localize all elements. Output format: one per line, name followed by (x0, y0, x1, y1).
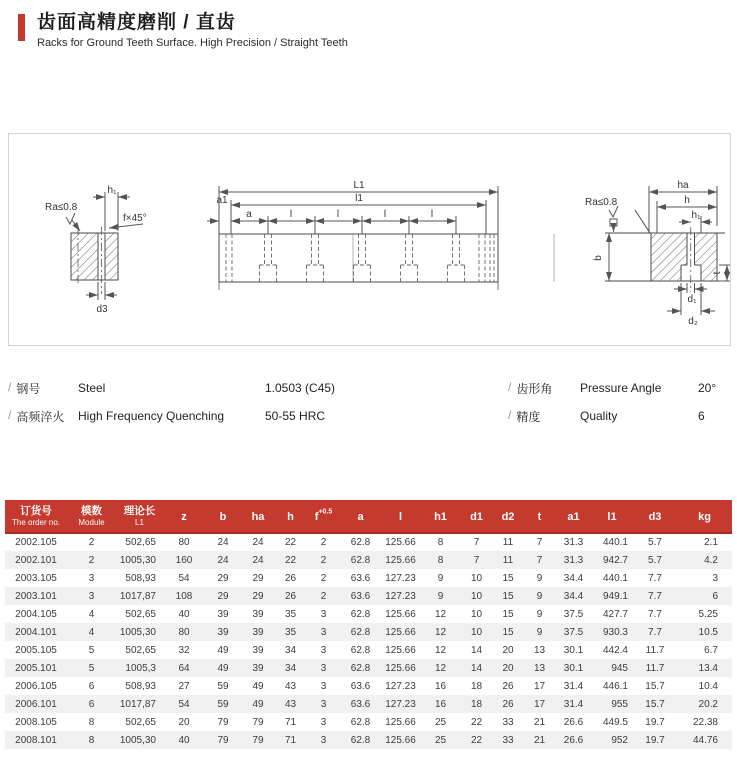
rack-holes (226, 234, 494, 282)
column-header: kg (698, 511, 711, 523)
column-header: t (537, 511, 542, 523)
column-header: l1 (607, 511, 617, 523)
table-cell: 59 (217, 698, 229, 710)
column-header: l (398, 511, 403, 523)
dim-label-b: b (593, 255, 604, 261)
table-cell: 2005.105 (15, 644, 57, 656)
table-cell: 9 (437, 572, 444, 584)
table-cell: 24 (252, 537, 264, 548)
table-cell: 3 (320, 680, 327, 692)
dim-label-l1-mid: l1 (355, 193, 363, 204)
column-header: d2 (501, 511, 515, 523)
slash-mark: / (508, 379, 512, 394)
table-cell: 33 (502, 716, 514, 728)
table-cell: 62.8 (350, 716, 371, 728)
table-cell: 502,65 (125, 537, 156, 548)
table-cell: 49 (252, 698, 264, 710)
table-cell: 427.7 (602, 608, 628, 620)
table-cell: 19.7 (645, 716, 665, 728)
column-header: h (287, 511, 294, 523)
table-cell: 2002.101 (15, 554, 57, 566)
table-cell: 29 (252, 572, 264, 584)
table-cell: 16 (434, 698, 447, 710)
table-cell: 6.7 (704, 644, 718, 656)
spec-row (8, 402, 729, 430)
table-cell: 10.5 (698, 626, 718, 638)
table-cell: 24 (217, 554, 229, 566)
table-cell: 6 (88, 680, 95, 692)
table-cell: 31.4 (563, 680, 584, 692)
dim-label-h1-left: h₁ (107, 185, 117, 196)
table-cell: 2 (320, 554, 327, 566)
table-cell: 10 (470, 626, 483, 638)
table-cell: 440.1 (602, 537, 628, 548)
table-cell: 15 (502, 608, 514, 620)
spec-label-zh: 精度 (516, 409, 541, 424)
table-cell: 39 (252, 644, 264, 656)
table-cell: 20 (502, 662, 514, 674)
table-cell: 39 (217, 626, 229, 638)
column-header: $f^{+0.5}$ (314, 508, 333, 523)
table-cell: 22 (470, 734, 483, 746)
table-cell: 11 (502, 554, 514, 566)
table-cell: 160 (175, 554, 193, 566)
technical-drawing-panel (8, 133, 731, 346)
table-cell: 10 (470, 572, 483, 584)
table-cell: 26.6 (563, 716, 584, 728)
column-header: 模数 Module (78, 505, 105, 527)
table-cell: 79 (217, 716, 229, 728)
table-cell: 125.66 (385, 734, 416, 746)
table-cell: 13.4 (698, 662, 718, 674)
table-cell: 2 (320, 537, 327, 548)
table-cell: 54 (178, 572, 190, 584)
table-cell: 2005.101 (15, 662, 57, 674)
table-cell: 3 (88, 590, 95, 602)
spec-value: 20° (698, 381, 717, 395)
table-header-row (5, 500, 732, 533)
table-cell: 1017,87 (119, 590, 156, 602)
table-cell: 3 (320, 698, 327, 710)
slash-mark: / (8, 407, 12, 422)
table-cell: 502,65 (125, 644, 156, 656)
table-cell: 6 (88, 698, 95, 710)
table-cell: 125.66 (385, 554, 416, 566)
table-cell: 3 (320, 716, 327, 728)
table-cell: 15 (502, 572, 514, 584)
table-cell: 9 (536, 572, 543, 584)
table-cell: 2003.101 (15, 590, 57, 602)
table-cell: 5.7 (648, 554, 662, 566)
table-cell: 62.8 (350, 554, 371, 566)
column-header: a (357, 511, 364, 523)
grinding-symbol-icon (610, 219, 617, 226)
title-block (37, 12, 348, 50)
table-cell: 26 (284, 572, 297, 584)
table-cell: 27 (178, 680, 190, 692)
table-cell: 8 (437, 554, 444, 566)
column-header: a1 (567, 511, 580, 523)
table-cell: 3 (88, 572, 95, 584)
dim-label-t: t (712, 271, 723, 275)
table-cell: 14 (470, 662, 483, 674)
table-cell: 26.6 (563, 734, 584, 746)
table-cell: 7.7 (648, 572, 662, 584)
drawing-right-section (585, 180, 730, 327)
table-cell: 20 (178, 716, 190, 728)
table-cell: 35 (284, 608, 297, 620)
dim-label-f45: f×45° (123, 213, 147, 224)
table-cell: 71 (284, 716, 297, 728)
table-cell: 10 (470, 608, 483, 620)
table-cell: 1017,87 (119, 698, 156, 710)
table-cell: 3 (320, 734, 327, 746)
column-header: z (181, 511, 187, 523)
column-header: b (219, 511, 227, 523)
table-cell: 7 (473, 537, 480, 548)
spec-label-en: High Frequency Quenching (78, 409, 225, 423)
table-cell: 62.8 (350, 626, 371, 638)
table-cell: 945 (611, 662, 628, 674)
column-header: ha (251, 511, 265, 523)
drawing-left-section (45, 185, 147, 315)
table-cell: 2 (88, 554, 95, 566)
table-cell: 34 (284, 662, 297, 674)
table-row (5, 587, 732, 605)
dim-label-l: l (289, 209, 293, 220)
table-cell: 127.23 (385, 698, 416, 710)
table-cell: 37.5 (563, 626, 584, 638)
table-cell: 2002.105 (15, 537, 57, 548)
table-cell: 12 (434, 644, 447, 656)
dim-label-a: a (246, 209, 252, 220)
slash-mark: / (8, 379, 12, 394)
spec-label-en: Pressure Angle (580, 381, 662, 395)
table-cell: 12 (434, 608, 447, 620)
table-cell: 127.23 (385, 590, 416, 602)
table-cell: 25 (434, 716, 447, 728)
table-cell: 4 (88, 608, 95, 620)
spec-value: 6 (698, 409, 705, 423)
table-cell: 63.6 (350, 572, 371, 584)
table-cell: 26 (502, 680, 514, 692)
column-header: d3 (648, 511, 662, 523)
table-cell: 15.7 (645, 698, 665, 710)
table-cell: 22 (284, 554, 297, 566)
spec-label-en: Quality (580, 409, 618, 423)
table-cell: 39 (252, 608, 264, 620)
table-cell: 18 (470, 680, 483, 692)
table-cell: 19.7 (645, 734, 665, 746)
table-cell: 80 (178, 537, 190, 548)
table-cell: 930.3 (602, 626, 628, 638)
table-cell: 49 (252, 680, 264, 692)
slash-mark: / (508, 407, 512, 422)
table-row (5, 569, 732, 587)
dim-label-L1: L1 (353, 180, 365, 191)
table-cell: 2003.105 (15, 572, 57, 584)
table-cell: 62.8 (350, 608, 371, 620)
table-cell: 18 (470, 698, 483, 710)
table-cell: 39 (217, 608, 229, 620)
table-cell: 9 (536, 608, 543, 620)
table-cell: 125.66 (385, 644, 416, 656)
table-cell: 37.5 (563, 608, 584, 620)
spec-section (8, 374, 729, 430)
table-cell: 22.38 (692, 716, 718, 728)
table-cell: 949.1 (602, 590, 628, 602)
table-cell: 15.7 (645, 680, 665, 692)
table-cell: 13 (533, 662, 546, 674)
table-cell: 3 (320, 644, 327, 656)
table-cell: 63.6 (350, 590, 371, 602)
spec-label-en: Steel (78, 381, 106, 395)
table-cell: 62.8 (350, 734, 371, 746)
column-header: 理论长 L1 (123, 505, 156, 527)
table-row (5, 551, 732, 569)
table-cell: 127.23 (385, 572, 416, 584)
table-cell: 10 (470, 590, 483, 602)
table-cell: 2 (320, 572, 327, 584)
table-cell: 508,93 (125, 680, 156, 692)
table-cell: 2008.101 (15, 734, 57, 746)
table-cell: 9 (437, 590, 444, 602)
table-cell: 31.3 (563, 537, 584, 548)
table-cell: 31.3 (563, 554, 584, 566)
column-header: 订货号 The order no. (11, 505, 61, 527)
table-cell: 29 (217, 590, 229, 602)
table-cell: 12 (434, 662, 447, 674)
product-table (5, 500, 732, 749)
table-cell: 79 (217, 734, 229, 746)
table-cell: 26 (284, 590, 297, 602)
table-cell: 44.76 (692, 734, 718, 746)
table-cell: 127.23 (385, 680, 416, 692)
table-cell: 5 (88, 644, 95, 656)
dim-label-l: l (383, 209, 387, 220)
table-cell: 7.7 (648, 626, 662, 638)
table-cell: 21 (533, 716, 546, 728)
table-cell: 79 (252, 734, 264, 746)
technical-drawing-svg (9, 134, 730, 345)
table-cell: 43 (284, 698, 297, 710)
table-cell: 31.4 (563, 698, 584, 710)
table-cell: 39 (252, 662, 264, 674)
table-cell: 3 (712, 572, 718, 584)
table-cell: 7 (473, 554, 480, 566)
dim-label-d3: d3 (96, 304, 108, 315)
table-cell: 17 (533, 698, 546, 710)
table-cell: 30.1 (563, 644, 584, 656)
table-cell: 1005,30 (119, 734, 156, 746)
table-cell: 20.2 (698, 698, 718, 710)
page-subtitle: Racks for Ground Teeth Surface. High Precision / Straight Teeth (37, 37, 348, 49)
table-cell: 30.1 (563, 662, 584, 674)
table-cell: 5.7 (648, 537, 662, 548)
table-cell: 1005,3 (125, 662, 156, 674)
table-cell: 8 (437, 537, 444, 548)
table-cell: 3 (320, 662, 327, 674)
table-cell: 9 (536, 590, 543, 602)
table-cell: 34.4 (563, 590, 584, 602)
table-row (5, 713, 732, 731)
table-cell: 62.8 (350, 662, 371, 674)
table-cell: 1005,30 (119, 554, 156, 566)
table-cell: 2004.105 (15, 608, 57, 620)
table-cell: 21 (533, 734, 546, 746)
table-cell: 7 (536, 554, 543, 566)
table-cell: 54 (178, 698, 190, 710)
table-cell: 449.5 (602, 716, 628, 728)
table-cell: 502,65 (125, 608, 156, 620)
table-cell: 3 (320, 626, 327, 638)
table-cell: 33 (502, 734, 514, 746)
table-cell: 24 (217, 537, 229, 548)
table-cell: 39 (252, 626, 264, 638)
table-cell: 64 (178, 662, 190, 674)
table-cell: 1005,30 (119, 626, 156, 638)
table-cell: 24 (252, 554, 264, 566)
product-table-section (5, 500, 732, 749)
table-cell: 22 (284, 537, 297, 548)
table-cell: 11.7 (645, 662, 665, 674)
table-cell: 3 (320, 608, 327, 620)
dim-label-h1-right: h₁ (691, 210, 701, 221)
table-cell: 942.7 (602, 554, 628, 566)
table-cell: 5.25 (698, 608, 718, 620)
table-cell: 20 (502, 644, 514, 656)
table-cell: 442.4 (602, 644, 628, 656)
table-cell: 955 (611, 698, 628, 710)
page-header (18, 12, 348, 50)
table-cell: 2006.105 (15, 680, 57, 692)
table-cell: 17 (533, 680, 546, 692)
table-cell: 11 (502, 537, 514, 548)
table-cell: 6 (712, 590, 718, 602)
table-cell: 49 (217, 644, 229, 656)
dim-label-d1: d₁ (687, 294, 697, 305)
table-cell: 40 (178, 608, 190, 620)
accent-bar (18, 14, 25, 41)
table-row (5, 605, 732, 623)
dim-label-ha: ha (677, 180, 689, 191)
table-row (5, 731, 732, 749)
table-cell: 40 (178, 734, 190, 746)
table-cell: 5 (88, 662, 95, 674)
table-cell: 34.4 (563, 572, 584, 584)
table-cell: 8 (88, 734, 95, 746)
table-cell: 26 (502, 698, 514, 710)
table-cell: 63.6 (350, 698, 371, 710)
table-cell: 125.66 (385, 716, 416, 728)
table-cell: 15 (502, 626, 514, 638)
spec-row (8, 374, 729, 402)
table-cell: 12 (434, 626, 447, 638)
column-header: h1 (434, 511, 447, 523)
table-cell: 62.8 (350, 537, 371, 548)
table-cell: 2008.105 (15, 716, 57, 728)
table-row (5, 677, 732, 695)
dim-label-d2: d₂ (688, 316, 698, 327)
roughness-label-left: Ra≤0.8 (45, 202, 78, 213)
spec-label-zh: 齿形角 (516, 381, 553, 396)
table-cell: 35 (284, 626, 297, 638)
table-cell: 25 (434, 734, 447, 746)
table-cell: 952 (611, 734, 628, 746)
dim-label-h: h (684, 195, 690, 206)
table-cell: 440.1 (602, 572, 628, 584)
table-cell: 14 (470, 644, 483, 656)
table-cell: 15 (502, 590, 514, 602)
spec-label-zh: 钢号 (16, 381, 41, 396)
table-cell: 80 (178, 626, 190, 638)
table-cell: 108 (175, 590, 193, 602)
table-row (5, 623, 732, 641)
table-cell: 125.66 (385, 662, 416, 674)
table-cell: 13 (533, 644, 546, 656)
table-cell: 2 (320, 590, 327, 602)
table-row (5, 695, 732, 713)
dim-label-l: l (336, 209, 340, 220)
table-cell: 4.2 (704, 554, 718, 566)
table-cell: 7 (536, 537, 543, 548)
table-cell: 62.8 (350, 644, 371, 656)
spec-label-zh: 高频淬火 (16, 409, 65, 424)
table-cell: 8 (88, 716, 95, 728)
dim-label-l: l (430, 209, 434, 220)
table-cell: 29 (252, 590, 264, 602)
table-cell: 2004.101 (15, 626, 57, 638)
table-cell: 2006.101 (15, 698, 57, 710)
table-cell: 2 (88, 537, 95, 548)
table-cell: 7.7 (648, 608, 662, 620)
table-row (5, 659, 732, 677)
table-cell: 79 (252, 716, 264, 728)
table-cell: 502,65 (125, 716, 156, 728)
table-cell: 49 (217, 662, 229, 674)
spec-value: 1.0503 (C45) (265, 381, 336, 395)
table-cell: 29 (217, 572, 229, 584)
dim-label-a1-mid: a1 (216, 195, 228, 206)
spec-value: 50-55 HRC (265, 409, 326, 423)
column-header: d1 (470, 511, 483, 523)
roughness-label-right: Ra≤0.8 (585, 197, 618, 208)
table-row (5, 641, 732, 659)
table-cell: 71 (284, 734, 297, 746)
table-cell: 63.6 (350, 680, 371, 692)
table-cell: 446.1 (602, 680, 628, 692)
table-cell: 43 (284, 680, 297, 692)
table-cell: 10.4 (698, 680, 718, 692)
table-cell: 4 (88, 626, 95, 638)
table-cell: 32 (178, 644, 190, 656)
table-cell: 508,93 (125, 572, 156, 584)
table-cell: 11.7 (645, 644, 665, 656)
table-cell: 2.1 (704, 537, 718, 548)
table-cell: 22 (470, 716, 483, 728)
table-row (5, 533, 732, 551)
table-cell: 9 (536, 626, 543, 638)
page-title: 齿面高精度磨削 / 直齿 (37, 12, 236, 33)
table-cell: 7.7 (648, 590, 662, 602)
table-cell: 34 (284, 644, 297, 656)
table-cell: 125.66 (385, 608, 416, 620)
table-cell: 125.66 (385, 626, 416, 638)
table-cell: 125.66 (385, 537, 416, 548)
table-cell: 16 (434, 680, 447, 692)
table-cell: 59 (217, 680, 229, 692)
